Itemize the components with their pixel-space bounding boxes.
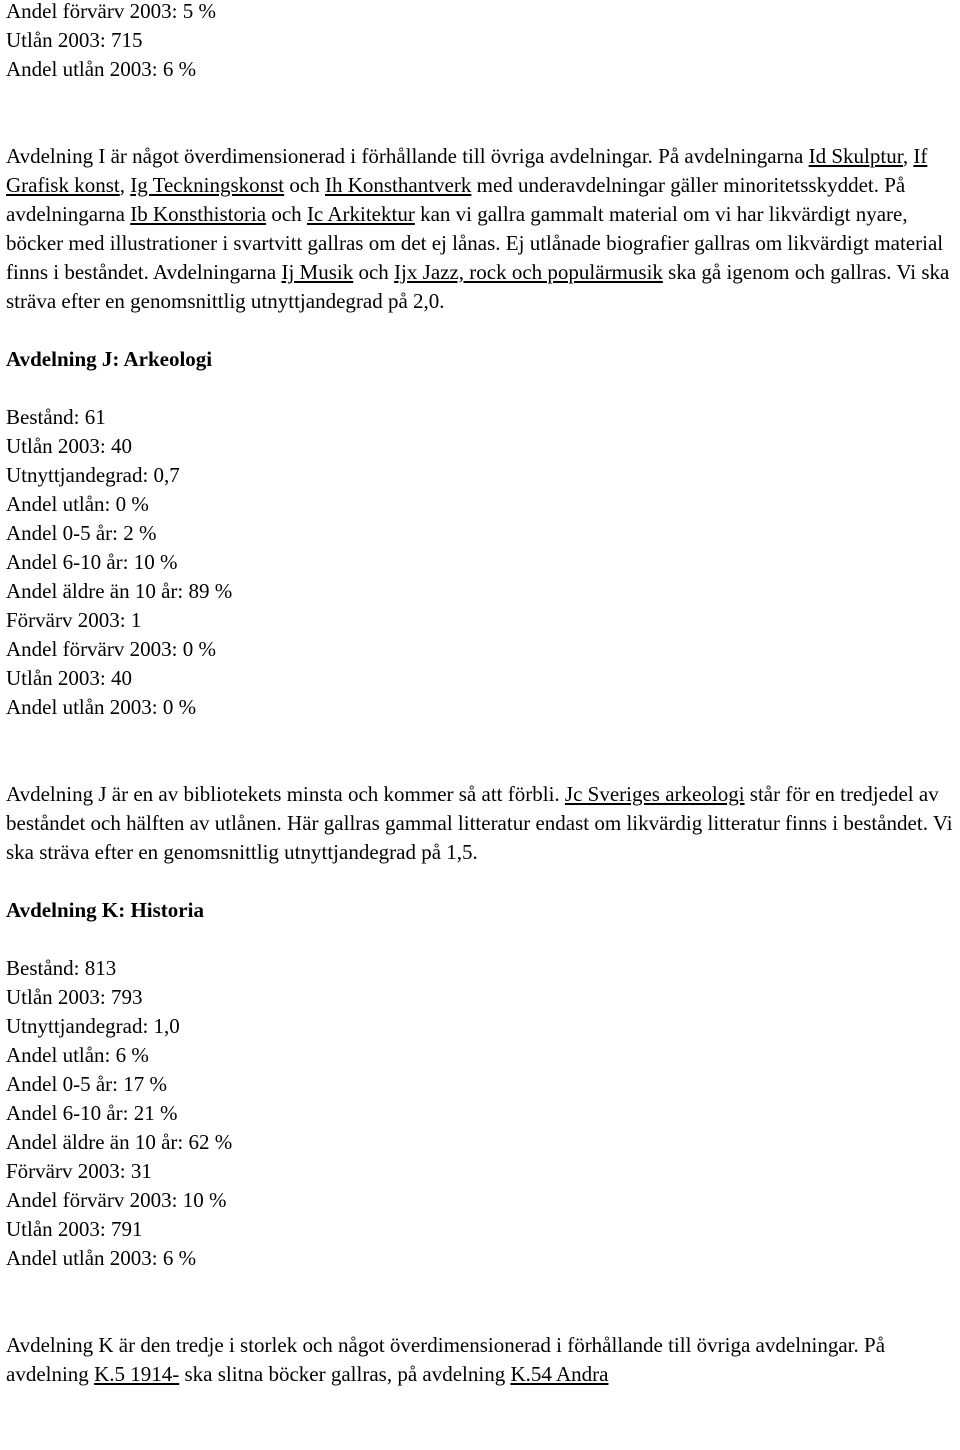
link-ij-musik[interactable]: Ij Musik bbox=[281, 260, 354, 284]
link-ih-konsthantverk[interactable]: Ih Konsthantverk bbox=[324, 173, 472, 197]
stat-line: Andel 6-10 år: 10 % bbox=[6, 550, 178, 574]
stat-line: Utnyttjandegrad: 1,0 bbox=[6, 1014, 180, 1038]
stats-section-j bbox=[6, 403, 958, 722]
text: och bbox=[284, 173, 325, 197]
heading-section-k: Avdelning K: Historia bbox=[6, 898, 204, 922]
text: kan vi gallra gammalt material om vi har likvärdigt nyare, böcker med illustrationer i svartvitt gallras om det ej lånas. Ej utlånade biografier gallras om likvärdigt material finns i beståndet. Avdelningarna bbox=[6, 202, 944, 284]
stat-line: Andel förvärv 2003: 5 % bbox=[6, 0, 216, 23]
stat-line: Utlån 2003: 40 bbox=[6, 434, 132, 458]
link-ig-teckningskonst[interactable]: Ig Teckningskonst bbox=[130, 173, 285, 197]
text: ska slitna böcker gallras, på avdelning bbox=[179, 1362, 511, 1386]
paragraph-section-i bbox=[6, 142, 958, 316]
text: Avdelning I är något överdimensionerad i förhållande till övriga avdelningar. På avdelningarna bbox=[6, 144, 809, 168]
text: med underavdelningar gäller minoritetsskyddet. På avdelningarna bbox=[6, 173, 906, 226]
stat-line: Bestånd: 813 bbox=[6, 956, 117, 980]
stat-line: Andel äldre än 10 år: 62 % bbox=[6, 1130, 233, 1154]
stat-line: Andel förvärv 2003: 0 % bbox=[6, 637, 216, 661]
stat-line: Andel utlån: 6 % bbox=[6, 1043, 149, 1067]
stats-section-k bbox=[6, 954, 958, 1273]
stat-line: Utlån 2003: 40 bbox=[6, 666, 132, 690]
text: Avdelning K är den tredje i storlek och något överdimensionerad i förhållande till övriga avdelningar. På avdelning bbox=[6, 1333, 886, 1386]
stat-line: Förvärv 2003: 31 bbox=[6, 1159, 152, 1183]
text: , bbox=[902, 144, 914, 168]
stat-line: Andel 6-10 år: 21 % bbox=[6, 1101, 178, 1125]
text: står för en tredjedel av beståndet och hälften av utlånen. Här gallras gammal litteratur endast om likvärdig litteratur finns i beståndet. Vi ska sträva efter en genomsnittlig utnyttjandegrad på 1,5. bbox=[6, 782, 953, 864]
text: , bbox=[119, 173, 131, 197]
link-ijx-jazz[interactable]: Ijx Jazz, rock och populärmusik bbox=[394, 260, 663, 284]
intro-stats bbox=[6, 0, 958, 84]
paragraph-section-k bbox=[6, 1331, 958, 1389]
document-page bbox=[6, 0, 958, 1389]
stat-line: Bestånd: 61 bbox=[6, 405, 106, 429]
link-id-skulptur[interactable]: Id Skulptur bbox=[808, 144, 903, 168]
link-k54-andra[interactable]: K.54 Andra bbox=[510, 1362, 609, 1386]
stat-line: Andel utlån: 0 % bbox=[6, 492, 149, 516]
text: ska gå igenom och gallras. Vi ska sträva efter en genomsnittlig utnyttjandegrad på 2,0. bbox=[6, 260, 950, 313]
stat-line: Utlån 2003: 791 bbox=[6, 1217, 143, 1241]
text: Avdelning J är en av bibliotekets minsta och kommer så att förbli. bbox=[6, 782, 565, 806]
stat-line: Andel utlån 2003: 0 % bbox=[6, 695, 197, 719]
text: och bbox=[353, 260, 395, 284]
link-if-grafisk-konst[interactable]: If Grafisk konst bbox=[6, 144, 928, 197]
paragraph-section-j bbox=[6, 780, 958, 867]
text: och bbox=[266, 202, 307, 226]
stat-line: Utlån 2003: 793 bbox=[6, 985, 143, 1009]
link-k5-1914[interactable]: K.5 1914- bbox=[94, 1362, 180, 1386]
link-ic-arkitektur[interactable]: Ic Arkitektur bbox=[306, 202, 415, 226]
stat-line: Andel 0-5 år: 17 % bbox=[6, 1072, 167, 1096]
heading-section-j: Avdelning J: Arkeologi bbox=[6, 347, 213, 371]
stat-line: Utlån 2003: 715 bbox=[6, 28, 143, 52]
stat-line: Andel äldre än 10 år: 89 % bbox=[6, 579, 233, 603]
stat-line: Andel förvärv 2003: 10 % bbox=[6, 1188, 227, 1212]
stat-line: Andel utlån 2003: 6 % bbox=[6, 1246, 197, 1270]
stat-line: Andel utlån 2003: 6 % bbox=[6, 57, 197, 81]
link-ib-konsthistoria[interactable]: Ib Konsthistoria bbox=[130, 202, 267, 226]
stat-line: Andel 0-5 år: 2 % bbox=[6, 521, 157, 545]
stat-line: Utnyttjandegrad: 0,7 bbox=[6, 463, 180, 487]
stat-line: Förvärv 2003: 1 bbox=[6, 608, 142, 632]
link-jc-sveriges-arkeologi[interactable]: Jc Sveriges arkeologi bbox=[564, 782, 745, 806]
